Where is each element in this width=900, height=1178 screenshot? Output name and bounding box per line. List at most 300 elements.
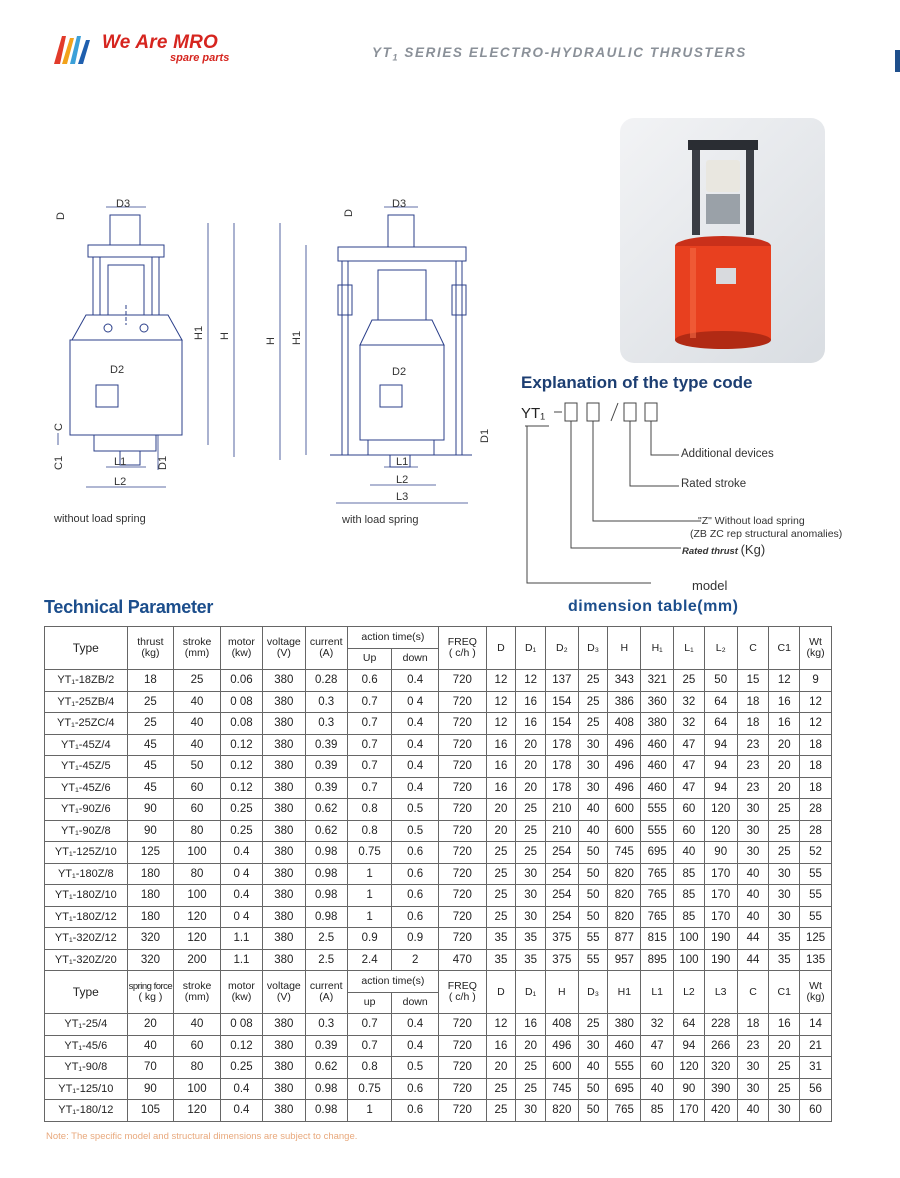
cell-value: 0.6 xyxy=(347,670,391,692)
cell-value: 321 xyxy=(641,670,674,692)
cell-value: 695 xyxy=(608,1078,641,1100)
cell-value: 31 xyxy=(800,1057,832,1079)
cell-value: 40 xyxy=(174,1014,221,1036)
cell-value: 35 xyxy=(769,928,800,950)
cell-value: 125 xyxy=(127,842,174,864)
cell-value: 720 xyxy=(438,1057,486,1079)
cell-value: 555 xyxy=(641,799,674,821)
cell-value: 0.12 xyxy=(220,756,262,778)
cell-value: 460 xyxy=(641,734,674,756)
cell-value: 60 xyxy=(174,799,221,821)
diagram-without-load-spring xyxy=(48,195,248,505)
cell-value: 460 xyxy=(608,1035,641,1057)
cell-value: 820 xyxy=(608,885,641,907)
cell-value: 60 xyxy=(641,1057,674,1079)
cell-value: 170 xyxy=(704,885,737,907)
label-l2: L2 xyxy=(114,476,127,488)
cell-value: 20 xyxy=(769,734,800,756)
cell-value: 820 xyxy=(545,1100,578,1122)
th-motor: motor (kw) xyxy=(220,627,262,670)
cell-value: 408 xyxy=(545,1014,578,1036)
cell-value: 0.8 xyxy=(347,1057,391,1079)
cell-value: 154 xyxy=(545,691,578,713)
label-rated-stroke: Rated stroke xyxy=(681,478,747,490)
cell-value: 0.06 xyxy=(220,670,262,692)
cell-value: 12 xyxy=(486,670,516,692)
cell-value: 765 xyxy=(608,1100,641,1122)
table1-row xyxy=(45,713,832,735)
cell-value: 496 xyxy=(608,777,641,799)
cell-value: 380 xyxy=(263,863,305,885)
cell-value: 1 xyxy=(347,863,391,885)
cell-value: 877 xyxy=(608,928,641,950)
technical-parameter-title: Technical Parameter xyxy=(44,597,214,617)
cell-value: 380 xyxy=(263,1057,305,1079)
cell-type: YT₁-180Z/10 xyxy=(45,885,128,907)
cell-value: 18 xyxy=(737,691,769,713)
footnote: Note: The specific model and structural dimensions are subject to change. xyxy=(46,1131,358,1142)
cell-value: 0.62 xyxy=(305,820,347,842)
cell-value: 765 xyxy=(641,885,674,907)
cell-value: 90 xyxy=(674,1078,705,1100)
cell-value: 30 xyxy=(737,1078,769,1100)
cell-value: 23 xyxy=(737,734,769,756)
cell-value: 720 xyxy=(438,1035,486,1057)
cell-value: 178 xyxy=(545,777,578,799)
cell-value: 25 xyxy=(486,1100,516,1122)
th2-freq: FREQ ( c/h ) xyxy=(438,971,486,1014)
cell-value: 0.39 xyxy=(305,1035,347,1057)
cell-value: 25 xyxy=(578,670,608,692)
cell-value: 30 xyxy=(578,777,608,799)
cell-value: 0.4 xyxy=(220,885,262,907)
cell-value: 180 xyxy=(127,863,174,885)
cell-value: 745 xyxy=(545,1078,578,1100)
label-l3-ws: L3 xyxy=(396,491,409,503)
cell-value: 90 xyxy=(127,1078,174,1100)
cell-value: 720 xyxy=(438,734,486,756)
cell-value: 60 xyxy=(674,799,705,821)
th2-stroke: stroke (mm) xyxy=(174,971,221,1014)
cell-value: 90 xyxy=(704,842,737,864)
cell-value: 420 xyxy=(704,1100,737,1122)
cell-value: 765 xyxy=(641,906,674,928)
cell-value: 80 xyxy=(174,820,221,842)
cell-value: 35 xyxy=(769,949,800,971)
cell-value: 600 xyxy=(608,820,641,842)
cell-value: 254 xyxy=(545,885,578,907)
cell-value: 40 xyxy=(578,799,608,821)
th-action-time: action time(s) xyxy=(347,627,438,649)
brand-name: We Are MRO xyxy=(102,32,219,53)
th2-l1: L1 xyxy=(641,971,674,1014)
table2-body xyxy=(45,971,832,1122)
cell-value: 18 xyxy=(800,756,832,778)
cell-value: 496 xyxy=(608,756,641,778)
cell-value: 20 xyxy=(486,799,516,821)
label-d3-ws: D3 xyxy=(392,198,407,210)
cell-value: 254 xyxy=(545,906,578,928)
cell-value: 0.3 xyxy=(305,691,347,713)
cell-value: 120 xyxy=(174,1100,221,1122)
cell-value: 85 xyxy=(674,863,705,885)
table2-header-row-1 xyxy=(45,971,832,993)
cell-value: 0.62 xyxy=(305,799,347,821)
cell-value: 0.9 xyxy=(392,928,439,950)
cell-value: 30 xyxy=(737,842,769,864)
table1-row xyxy=(45,777,832,799)
cell-value: 120 xyxy=(704,820,737,842)
cell-value: 380 xyxy=(608,1014,641,1036)
table1-header-row-1 xyxy=(45,627,832,649)
label-z-note: "Z" Without load spring xyxy=(698,515,805,527)
cell-value: 20 xyxy=(769,756,800,778)
cell-value: 20 xyxy=(516,777,546,799)
cell-value: 18 xyxy=(800,777,832,799)
table2-row xyxy=(45,1035,832,1057)
cell-value: 380 xyxy=(263,820,305,842)
table1-row xyxy=(45,799,832,821)
cell-value: 30 xyxy=(769,906,800,928)
cell-value: 16 xyxy=(486,1035,516,1057)
cell-value: 50 xyxy=(704,670,737,692)
cell-value: 12 xyxy=(769,670,800,692)
cell-value: 380 xyxy=(263,1035,305,1057)
cell-value: 0.5 xyxy=(392,820,439,842)
cell-value: 0.39 xyxy=(305,756,347,778)
brand-sub: spare parts xyxy=(170,52,230,64)
cell-value: 0.62 xyxy=(305,1057,347,1079)
cell-value: 23 xyxy=(737,1035,769,1057)
cell-value: 745 xyxy=(608,842,641,864)
cell-value: 228 xyxy=(704,1014,737,1036)
cell-value: 0.12 xyxy=(220,1035,262,1057)
cell-value: 100 xyxy=(174,885,221,907)
table1-row xyxy=(45,885,832,907)
logo-mark-icon xyxy=(52,32,98,66)
cell-value: 14 xyxy=(800,1014,832,1036)
cell-value: 0.4 xyxy=(392,777,439,799)
cell-value: 55 xyxy=(800,863,832,885)
cell-value: 18 xyxy=(800,734,832,756)
cell-value: 44 xyxy=(737,949,769,971)
label-l1: L1 xyxy=(114,456,127,468)
cell-value: 40 xyxy=(737,1100,769,1122)
cell-value: 94 xyxy=(704,756,737,778)
cell-value: 35 xyxy=(516,928,546,950)
cell-value: 20 xyxy=(769,777,800,799)
table2-row xyxy=(45,1078,832,1100)
cell-value: 0.7 xyxy=(347,756,391,778)
label-model: model xyxy=(692,578,728,593)
cell-value: 380 xyxy=(263,906,305,928)
cell-value: 25 xyxy=(174,670,221,692)
cell-type: YT₁-320Z/20 xyxy=(45,949,128,971)
cell-value: 20 xyxy=(486,820,516,842)
th2-voltage: voltage (V) xyxy=(263,971,305,1014)
cell-value: 120 xyxy=(704,799,737,821)
th2-d1: D₁ xyxy=(516,971,546,1014)
th-d1: D₁ xyxy=(516,627,546,670)
cell-value: 32 xyxy=(641,1014,674,1036)
cell-value: 2.5 xyxy=(305,949,347,971)
cell-value: 90 xyxy=(127,799,174,821)
cell-value: 16 xyxy=(516,691,546,713)
th2-up: up xyxy=(347,992,391,1014)
cell-value: 0.08 xyxy=(220,713,262,735)
cell-value: 30 xyxy=(516,906,546,928)
cell-value: 32 xyxy=(674,713,705,735)
cell-value: 0.75 xyxy=(347,842,391,864)
cell-value: 0.25 xyxy=(220,820,262,842)
cell-value: 0.4 xyxy=(392,1035,439,1057)
cell-value: 695 xyxy=(641,842,674,864)
cell-value: 720 xyxy=(438,820,486,842)
cell-value: 895 xyxy=(641,949,674,971)
cell-value: 0.4 xyxy=(392,734,439,756)
cell-type: YT₁-90/8 xyxy=(45,1057,128,1079)
th2-l3: L3 xyxy=(704,971,737,1014)
cell-value: 720 xyxy=(438,1078,486,1100)
cell-value: 100 xyxy=(174,1078,221,1100)
cell-value: 720 xyxy=(438,906,486,928)
cell-value: 200 xyxy=(174,949,221,971)
cell-value: 0.98 xyxy=(305,842,347,864)
cell-value: 957 xyxy=(608,949,641,971)
cell-value: 45 xyxy=(127,734,174,756)
cell-value: 178 xyxy=(545,756,578,778)
cell-type: YT₁-180/12 xyxy=(45,1100,128,1122)
th-c1: C1 xyxy=(769,627,800,670)
cell-value: 0.3 xyxy=(305,1014,347,1036)
cell-value: 50 xyxy=(578,885,608,907)
cell-value: 720 xyxy=(438,713,486,735)
cell-value: 47 xyxy=(674,756,705,778)
th-down: down xyxy=(392,648,439,670)
label-rated-thrust: Rated thrust (Kg) xyxy=(682,542,766,557)
cell-type: YT₁-125Z/10 xyxy=(45,842,128,864)
cell-value: 25 xyxy=(769,1057,800,1079)
cell-value: 0.8 xyxy=(347,820,391,842)
cell-value: 320 xyxy=(127,949,174,971)
cell-value: 55 xyxy=(800,885,832,907)
cell-value: 0.6 xyxy=(392,863,439,885)
cell-value: 0.5 xyxy=(392,1057,439,1079)
cell-value: 25 xyxy=(578,713,608,735)
cell-type: YT₁-18ZB/2 xyxy=(45,670,128,692)
cell-value: 380 xyxy=(263,1100,305,1122)
cell-value: 56 xyxy=(800,1078,832,1100)
cell-value: 60 xyxy=(174,1035,221,1057)
cell-value: 12 xyxy=(486,713,516,735)
cell-value: 40 xyxy=(127,1035,174,1057)
cell-value: 386 xyxy=(608,691,641,713)
th-voltage: voltage (V) xyxy=(263,627,305,670)
cell-value: 390 xyxy=(704,1078,737,1100)
label-h: H xyxy=(219,332,231,340)
cell-value: 820 xyxy=(608,863,641,885)
cell-value: 30 xyxy=(578,734,608,756)
cell-value: 0.4 xyxy=(392,713,439,735)
cell-value: 380 xyxy=(263,842,305,864)
cell-value: 25 xyxy=(769,799,800,821)
cell-value: 80 xyxy=(174,863,221,885)
cell-value: 12 xyxy=(800,691,832,713)
cell-value: 0.7 xyxy=(347,691,391,713)
cell-value: 0 08 xyxy=(220,691,262,713)
cell-value: 105 xyxy=(127,1100,174,1122)
cell-value: 380 xyxy=(263,1014,305,1036)
cell-value: 52 xyxy=(800,842,832,864)
cell-value: 64 xyxy=(704,691,737,713)
cell-value: 100 xyxy=(674,949,705,971)
cell-value: 35 xyxy=(516,949,546,971)
cell-value: 94 xyxy=(674,1035,705,1057)
cell-value: 30 xyxy=(516,863,546,885)
cell-value: 600 xyxy=(608,799,641,821)
cell-value: 0.98 xyxy=(305,1078,347,1100)
cell-value: 190 xyxy=(704,949,737,971)
cell-value: 25 xyxy=(769,820,800,842)
type-code-diagram xyxy=(521,400,881,600)
cell-value: 50 xyxy=(578,1100,608,1122)
cell-value: 20 xyxy=(769,1035,800,1057)
th-h: H xyxy=(608,627,641,670)
cell-value: 0.5 xyxy=(392,799,439,821)
cell-value: 0 4 xyxy=(220,863,262,885)
cell-value: 720 xyxy=(438,756,486,778)
table2-row xyxy=(45,1100,832,1122)
cell-value: 30 xyxy=(737,1057,769,1079)
cell-value: 90 xyxy=(127,820,174,842)
th-type: Type xyxy=(45,627,128,670)
cell-value: 47 xyxy=(674,777,705,799)
cell-value: 40 xyxy=(737,863,769,885)
cell-value: 120 xyxy=(674,1057,705,1079)
cell-value: 380 xyxy=(263,777,305,799)
cell-value: 25 xyxy=(578,691,608,713)
th-thrust: thrust (kg) xyxy=(127,627,174,670)
cell-value: 135 xyxy=(800,949,832,971)
cell-value: 30 xyxy=(737,820,769,842)
cell-value: 50 xyxy=(578,842,608,864)
cell-value: 25 xyxy=(769,1078,800,1100)
cell-value: 45 xyxy=(127,756,174,778)
th-current: current (A) xyxy=(305,627,347,670)
cell-value: 0.98 xyxy=(305,863,347,885)
cell-value: 25 xyxy=(578,1014,608,1036)
cell-value: 18 xyxy=(127,670,174,692)
cell-value: 815 xyxy=(641,928,674,950)
table1-row xyxy=(45,820,832,842)
label-d2-ws: D2 xyxy=(392,366,407,378)
label-c1: C1 xyxy=(53,455,65,470)
cell-type: YT₁-90Z/8 xyxy=(45,820,128,842)
cell-value: 16 xyxy=(486,777,516,799)
cell-value: 12 xyxy=(516,670,546,692)
cell-type: YT₁-45/6 xyxy=(45,1035,128,1057)
label-h-ws: H xyxy=(265,337,277,345)
page-edge-tab xyxy=(895,50,900,72)
cell-value: 0.6 xyxy=(392,1100,439,1122)
cell-value: 18 xyxy=(737,713,769,735)
cell-value: 0.7 xyxy=(347,1014,391,1036)
cell-value: 720 xyxy=(438,863,486,885)
cell-value: 170 xyxy=(674,1100,705,1122)
th2-down: down xyxy=(392,992,439,1014)
cell-value: 380 xyxy=(263,670,305,692)
cell-value: 16 xyxy=(769,1014,800,1036)
cell-value: 720 xyxy=(438,928,486,950)
cell-value: 60 xyxy=(174,777,221,799)
cell-value: 70 xyxy=(127,1057,174,1079)
cell-value: 45 xyxy=(127,777,174,799)
th-c: C xyxy=(737,627,769,670)
cell-value: 0.7 xyxy=(347,777,391,799)
table1-row xyxy=(45,906,832,928)
cell-value: 0 4 xyxy=(392,691,439,713)
label-d-ws: D xyxy=(343,209,355,217)
table2-row xyxy=(45,1057,832,1079)
th2-h: H xyxy=(545,971,578,1014)
cell-value: 0.98 xyxy=(305,885,347,907)
cell-value: 0.7 xyxy=(347,734,391,756)
cell-value: 1 xyxy=(347,906,391,928)
label-h1: H1 xyxy=(193,325,205,340)
cell-value: 55 xyxy=(578,949,608,971)
cell-value: 30 xyxy=(769,885,800,907)
label-h1-ws: H1 xyxy=(291,330,303,345)
cell-value: 0.39 xyxy=(305,777,347,799)
cell-value: 380 xyxy=(263,734,305,756)
cell-value: 380 xyxy=(263,928,305,950)
cell-value: 210 xyxy=(545,799,578,821)
table1-row xyxy=(45,949,832,971)
cell-value: 380 xyxy=(263,799,305,821)
cell-value: 1 xyxy=(347,1100,391,1122)
cell-value: 25 xyxy=(674,670,705,692)
cell-value: 1.1 xyxy=(220,928,262,950)
cell-value: 2.4 xyxy=(347,949,391,971)
cell-value: 360 xyxy=(641,691,674,713)
cell-value: 23 xyxy=(737,777,769,799)
th2-d3: D₃ xyxy=(578,971,608,1014)
cell-value: 765 xyxy=(641,863,674,885)
label-z-note-2: (ZB ZC rep structural anomalies) xyxy=(690,528,843,540)
cell-value: 50 xyxy=(578,1078,608,1100)
cell-value: 40 xyxy=(578,1057,608,1079)
cell-value: 25 xyxy=(516,799,546,821)
cell-type: YT₁-90Z/6 xyxy=(45,799,128,821)
cell-type: YT₁-45Z/4 xyxy=(45,734,128,756)
cell-value: 720 xyxy=(438,691,486,713)
cell-value: 80 xyxy=(174,1057,221,1079)
cell-value: 94 xyxy=(704,777,737,799)
cell-value: 60 xyxy=(800,1100,832,1122)
cell-value: 35 xyxy=(486,928,516,950)
cell-value: 720 xyxy=(438,885,486,907)
cell-value: 460 xyxy=(641,756,674,778)
cell-value: 25 xyxy=(516,842,546,864)
cell-value: 0.98 xyxy=(305,906,347,928)
cell-value: 120 xyxy=(174,928,221,950)
cell-value: 1 xyxy=(347,885,391,907)
parameter-table xyxy=(44,626,832,1122)
cell-type: YT₁-45Z/6 xyxy=(45,777,128,799)
th2-motor: motor (kw) xyxy=(220,971,262,1014)
cell-value: 600 xyxy=(545,1057,578,1079)
th2-current: current (A) xyxy=(305,971,347,1014)
